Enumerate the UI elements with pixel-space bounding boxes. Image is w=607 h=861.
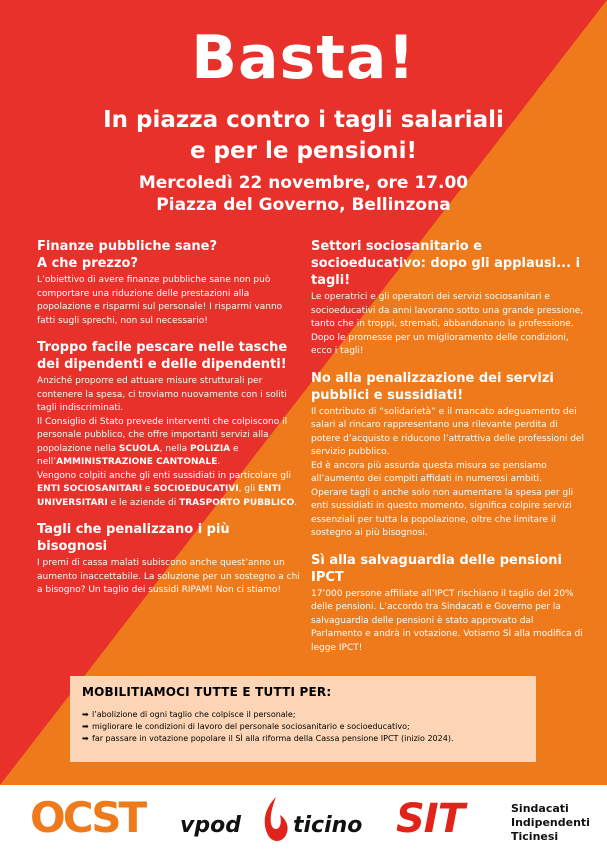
highlight-amministrazione: AMMINISTRAZIONE CANTONALE [56, 457, 218, 467]
text-span: e [142, 484, 154, 494]
mobilization-item-text: far passare in votazione popolare il SÌ alla riforma della Cassa pensione IPCT (inizio 2024). [92, 734, 454, 743]
section-pensioni [311, 552, 587, 656]
highlight-scuola: SCUOLA [118, 443, 160, 454]
vpod-flame-icon [256, 795, 292, 847]
highlight-enti-sociosanitari: ENTI SOCIOSANITARI [37, 484, 143, 494]
left-column [37, 238, 300, 609]
highlight-enti-universitari: ENTI UNIVERSITARI [37, 484, 282, 508]
text-span: . [294, 497, 298, 508]
event-info [0, 172, 607, 216]
section-text: Le operatrici e gli operatori dei servizi sociosanitari e socioeducativi da anni lavorano sotto una grande pressione, tanto che in troppi, stremati, abbandonano la professione. Dopo le promesse per un miglioramento delle condizioni, ecco i tagli! [311, 292, 584, 356]
section-title: Troppo facile pescare nelle tasche dei dipendenti e delle dipendenti! [37, 340, 288, 372]
section-title [37, 238, 300, 272]
mobilization-box [70, 676, 536, 762]
highlight-trasporto-pubblico: TRASPORTO PUBBLICO [179, 497, 295, 508]
section-sociosanitario [311, 238, 587, 359]
section-text: 17’000 persone affiliate all’IPCT rischiano il taglio del 20% delle pensioni. L’accordo tra Sindacati e Governo per la salvaguardia delle pensioni è stato approvato dal Parlamento e andrà in votazione. Votiamo SÌ alla modifica di legge IPCT! [311, 588, 583, 653]
section-bisognosi [37, 521, 300, 598]
arrow-right-icon: ➡ [82, 734, 89, 743]
event-place: Piazza del Governo, Bellinzona [156, 195, 451, 215]
section-title: No alla penalizzazione dei servizi pubblici e sussidiati! [311, 370, 554, 403]
section-title-line: A che prezzo? [37, 256, 139, 271]
text-span: . [217, 457, 221, 467]
section-text: I premi di cassa malati subiscono anche quest’anno un aumento inaccettabile. La soluzione per un sostegno a chi a bisogno? Un taglio dei sussidi RIPAM! Non ci stiamo! [37, 558, 300, 595]
mobilization-item [82, 721, 524, 733]
text-span: , nella [159, 443, 190, 454]
mobilization-item [82, 709, 524, 721]
section-servizi-pubblici [311, 370, 587, 541]
section-tasche [37, 339, 300, 510]
event-date: Mercoledì 22 novembre, ore 17.00 [138, 173, 469, 193]
section-text: Anziché proporre ed attuare misure strutturali per contenere la spesa, ci troviamo nuovamente con i soliti tagli indiscriminati. [37, 376, 287, 413]
subtitle-line-2: e per le pensioni! [189, 138, 418, 164]
text-span: Vengono colpiti anche gli enti sussidiati in particolare gli [37, 470, 292, 481]
section-title-line: Finanze pubbliche sane? [37, 239, 218, 254]
section-title: Tagli che penalizzano i più bisognosi [37, 522, 230, 554]
ticino-logo-text: ticino [293, 813, 363, 838]
mobilization-item-text: migliorare le condizioni di lavoro del personale sociosanitario e socioeducativo; [92, 722, 410, 731]
text-span: e le aziende di [107, 497, 180, 508]
section-text: Il contributo di “solidarietà” e il mancato adeguamento dei salari al rincaro rappresentano una rilevante perdita di potere d’acquisto e riducono l’attrattiva delle professioni del servizio pubblico. [311, 406, 584, 457]
sit-name-line: Indipendenti [511, 816, 590, 829]
subtitle [0, 105, 607, 167]
section-text: L’obiettivo di avere finanze pubbliche sane non può comportare una riduzione delle prestazioni alla popolazione e risparmi sul personale! I risparmi vanno fatti sugli sprechi, non sul necessario! [37, 275, 283, 326]
arrow-right-icon: ➡ [82, 722, 89, 731]
ocst-logo: OCST [30, 793, 145, 842]
text-span: Il Consiglio di Stato prevede interventi che colpiscono il personale pubblico, che offre importanti servizi alla popolazione nella [37, 416, 288, 454]
highlight-polizia: POLIZIA [190, 443, 231, 454]
text-span: e nell’ [37, 443, 239, 467]
section-title: Settori sociosanitario e socioeducativo: dopo gli applausi... i tagli! [311, 239, 581, 288]
section-text [37, 416, 300, 470]
sit-name [511, 802, 590, 844]
section-text: Operare tagli o anche solo non aumentare la spesa per gli enti sussidiati in questo momento, significa colpire servizi essenziali per tutta la popolazione, oltre che limitare il sostegno ai più bisognosi. [311, 487, 574, 538]
sit-logo: SIT [396, 796, 464, 842]
mobilization-title: MOBILITIAMOCI TUTTE E TUTTI PER: [82, 685, 332, 699]
sit-name-line: Ticinesi [511, 830, 559, 843]
highlight-socioeducativi: SOCIOEDUCATIVI [153, 484, 239, 494]
mobilization-item [82, 733, 524, 745]
text-span: , gli [238, 484, 258, 494]
section-title: Sì alla salvaguardia delle pensioni IPCT [311, 552, 562, 585]
headline: Basta! [191, 23, 416, 93]
arrow-right-icon: ➡ [82, 710, 89, 719]
subtitle-line-1: In piazza contro i tagli salariali [103, 107, 504, 133]
right-column [311, 238, 587, 666]
section-text [37, 470, 300, 511]
footer-logos [0, 785, 607, 861]
mobilization-item-text: l’abolizione di ogni taglio che colpisce il personale; [92, 710, 296, 719]
section-finanze [37, 238, 300, 328]
sit-name-line: Sindacati [511, 802, 569, 815]
section-text: Ed è ancora più assurda questa misura se pensiamo all’aumento dei compiti affidati in numerosi ambiti. [311, 460, 547, 484]
vpod-logo-text: vpod [180, 813, 241, 838]
